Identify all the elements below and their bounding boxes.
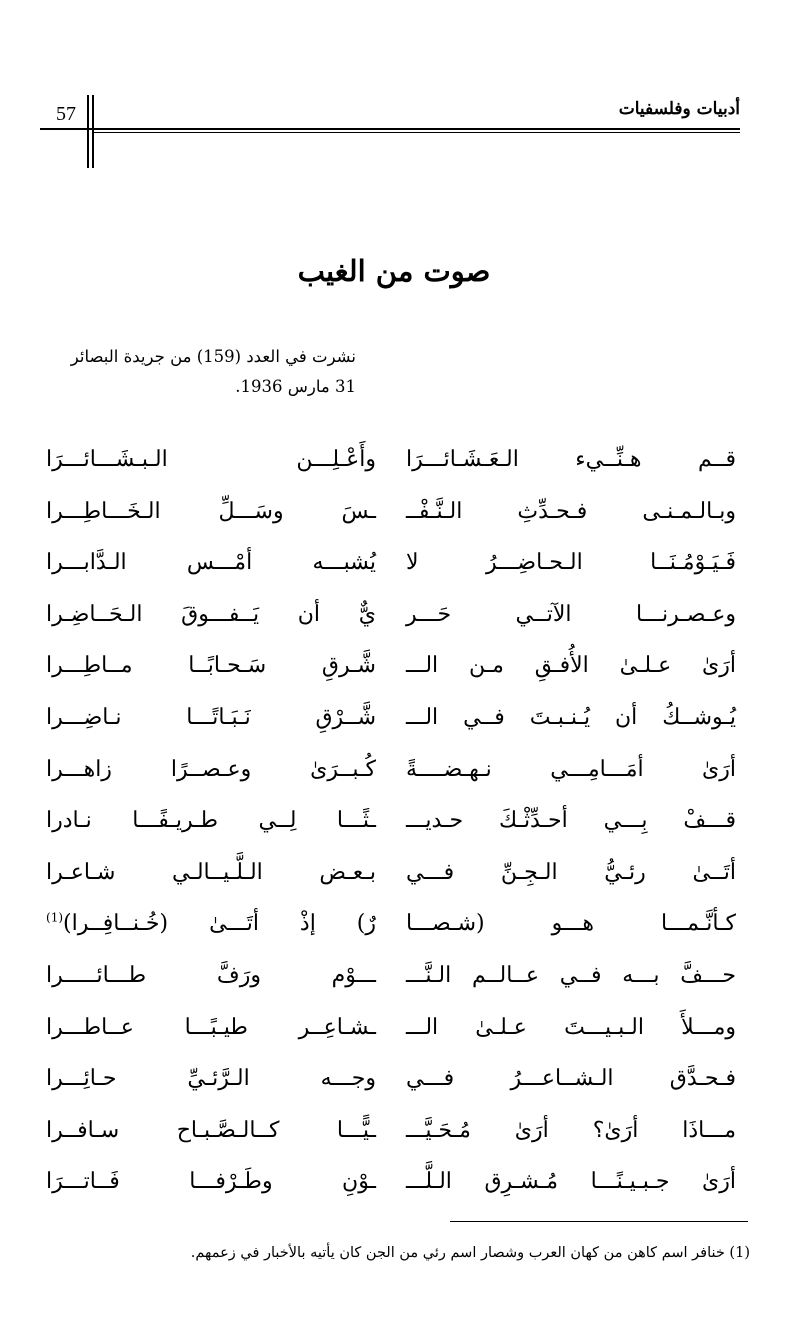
hemistich-second: شَّــرْقِ نَـبَـاتًـــا نـاضِـــرا	[46, 704, 376, 730]
publication-note-line: 31 مارس 1936.	[235, 377, 356, 396]
hemistich-second: وأَعْـلِـــن الـبـشَـــائـــرَا	[46, 447, 376, 472]
hemistich-second: بـعـض الـلَّـيــالـي شـاعـرا	[46, 859, 376, 885]
hemistich-second: ـــوْم ورَفَّ طـــائـــــرا	[46, 962, 376, 988]
hemistich-second: يُشبـــه أمْـــس الـدَّابـــرا	[46, 550, 376, 576]
running-header	[40, 95, 740, 175]
hemistich-second: يٌّ أن يَــفـــوقَ الـحَــاضِـرا	[46, 601, 376, 627]
verse	[40, 748, 750, 800]
poem	[40, 438, 750, 1212]
footnote-reference: (1)	[46, 911, 64, 926]
verse	[40, 696, 750, 748]
hemistich-first: أرَىٰ جـبـيـنًـــا مُـشـرِق الـلَّـــ	[406, 1169, 736, 1195]
hemistich-first: قــم هـنِّــيء الـعَـشَـائـــرَا	[406, 447, 736, 472]
hemistich-first: مـــاذَا أرَىٰ؟ أرَىٰ مُـحَـيَّـــ	[406, 1117, 736, 1143]
hemistich-second: كُـبــرَىٰ وعـصــرًا زاهـــرا	[46, 756, 376, 782]
hemistich-first: أتَــىٰ رئـيُّ الـجِـنِّ فـــي	[406, 859, 736, 885]
hemistich-first: قـــفْ بِـــي أحـدِّثْـكَ حـديـــ	[406, 808, 736, 834]
verse	[40, 593, 750, 645]
page-number: 57	[56, 103, 76, 125]
publication-note-line: نشرت في العدد (159) من جريدة البصائر	[70, 347, 356, 366]
footnote: (1) خنافر اسم كاهن من كهان العرب وشصار اسم رئي من الجن كان يأتيه بالأخبار في زعمهم.	[190, 1245, 750, 1261]
hemistich-second: وجـــه الـرَّئـيِّ حـائِـــرا	[46, 1066, 376, 1092]
hemistich-first: فَـيَـوْمُـنَــا الـحـاضِـــرُ لا	[406, 550, 736, 576]
hemistich-first: يُـوشــكُ أن يُـنـبـتَ فــي الـــ	[406, 704, 736, 730]
hemistich-second: ـوْنِ وطَـرْفـــا فَــاتـــرَا	[46, 1169, 376, 1195]
hemistich-first: أرَىٰ عـلـىٰ الأُفـقِ مـن الـــ	[406, 653, 736, 679]
verse	[40, 541, 750, 593]
hemistich-text: رٌ) إذْ أتَـــىٰ (خُـنــافِــرا)	[63, 911, 376, 937]
header-vertical-rule	[87, 95, 89, 168]
verse	[40, 644, 750, 696]
publication-note	[26, 342, 356, 402]
hemistich-first: فـحـدَّق الـشــاعـــرُ فـــي	[406, 1066, 736, 1092]
header-rule	[40, 128, 740, 130]
hemistich-second: ـشـاعِــر طيـبًـــا عــاطـــرا	[46, 1014, 376, 1040]
verse	[40, 490, 750, 542]
hemistich-second: ـيًّـــا كــالـصَّـبـاح سـافــرا	[46, 1117, 376, 1143]
hemistich-first: وعـصـرنـــا الآتــي حَـــر	[406, 601, 736, 627]
hemistich-first: كـأنَّـمـــا هـــو (شـصـــا	[406, 911, 736, 937]
poem-title: صوت من الغيب	[297, 254, 491, 288]
verse	[40, 902, 750, 954]
hemistich-first: وبـالـمـنـى فـحـدِّثِ الـنَّـفْــ	[406, 498, 736, 524]
verse	[40, 954, 750, 1006]
hemistich-second	[46, 902, 376, 946]
hemistich-second: شَّـرقِ سَـحـابًــا مــاطِـــرا	[46, 653, 376, 679]
running-title: أدبيات وفلسفيات	[618, 99, 740, 119]
verse	[40, 851, 750, 903]
verse	[40, 1006, 750, 1058]
hemistich-first: ومـــلأَ الـبـيـــتَ عـلـىٰ الـــ	[406, 1014, 736, 1040]
hemistich-first: أرَىٰ أمَـــامِـــي نـهـضــــةً	[406, 756, 736, 782]
verse	[40, 799, 750, 851]
header-rule-fine	[92, 132, 740, 133]
verse	[40, 1160, 750, 1212]
footnote-divider	[450, 1221, 748, 1222]
hemistich-second: ـثًـــا لِــي طـريـفًـــا نـادرا	[46, 808, 376, 834]
hemistich-second: ـسَ وسَـــلِّ الـخَـــاطِـــرا	[46, 498, 376, 524]
verse	[40, 438, 750, 490]
verse	[40, 1057, 750, 1109]
hemistich-first: حـــفَّ بـــه فــي عــالــم الـنَّـــ	[406, 962, 736, 988]
header-vertical-rule	[92, 95, 94, 168]
verse	[40, 1109, 750, 1161]
